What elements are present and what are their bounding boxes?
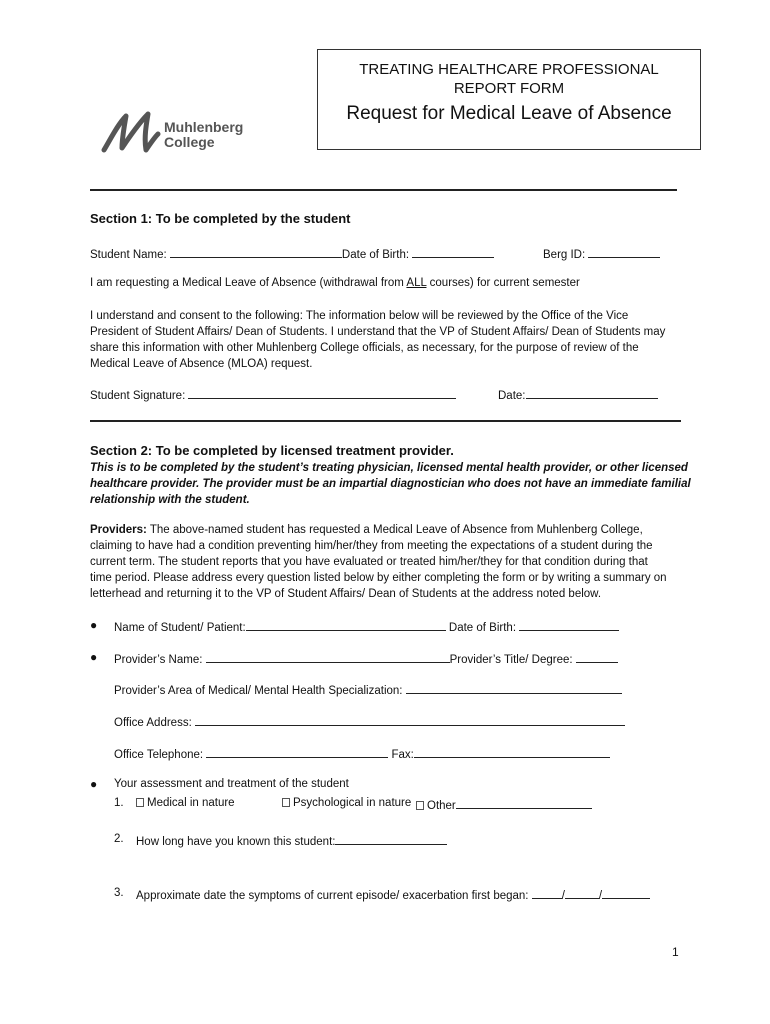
- berg-id-row: [543, 246, 660, 261]
- bullet-icon: ●: [90, 777, 98, 791]
- q1-option-psychological[interactable]: [282, 797, 411, 809]
- office-address-label: Office Address:: [114, 717, 192, 729]
- berg-id-label: Berg ID:: [543, 249, 586, 261]
- date-separator: /: [598, 890, 603, 902]
- checkbox-icon[interactable]: [136, 798, 144, 807]
- request-text-post: courses) for current semester: [426, 277, 580, 289]
- consent-line: share this information with other Muhlenberg College officials, as necessary, for the purpose of review of the: [90, 342, 639, 354]
- form-subtitle: Request for Medical Leave of Absence: [346, 103, 672, 124]
- bullet-icon: ●: [90, 618, 98, 632]
- page-number: 1: [672, 945, 679, 959]
- q1-option-medical[interactable]: [136, 797, 235, 809]
- providers-label: Providers:: [90, 524, 147, 536]
- request-statement: [90, 277, 580, 289]
- instruction-line: relationship with the student.: [90, 494, 250, 506]
- title-box: [317, 49, 701, 150]
- section-divider: [90, 420, 681, 422]
- office-phone-label: Office Telephone:: [114, 749, 204, 761]
- signature-row: [90, 387, 456, 402]
- consent-line: I understand and consent to the following: The information below will be reviewed by the Office of the Vice: [90, 310, 629, 322]
- consent-line: Medical Leave of Absence (MLOA) request.: [90, 358, 313, 370]
- dob-label: Date of Birth:: [341, 249, 410, 261]
- q3-text: Approximate date the symptoms of current episode/ exacerbation first began:: [136, 890, 529, 902]
- signature-date-row: [498, 387, 658, 402]
- q3-year-field[interactable]: [602, 887, 650, 899]
- section2-instructions: [90, 460, 710, 508]
- q3-month-field[interactable]: [532, 887, 562, 899]
- instruction-line: healthcare provider. The provider must be an impartial diagnostician who does not have an immediate familial: [90, 478, 691, 490]
- consent-paragraph: [90, 308, 710, 372]
- logo-text-line2: College: [164, 134, 215, 150]
- providers-line: current term. The student reports that you have evaluated or treated him/her/they for that condition during that: [90, 556, 648, 568]
- specialization-field[interactable]: [406, 682, 622, 694]
- student-name-label: Student Name:: [90, 249, 167, 261]
- office-phone-row: [114, 746, 610, 761]
- form-title-line2: REPORT FORM: [453, 80, 565, 97]
- q3-row: [136, 887, 650, 902]
- patient-name-row: [114, 619, 619, 634]
- office-address-field[interactable]: [195, 714, 625, 726]
- other-field[interactable]: [456, 797, 592, 809]
- q2-num: 2.: [114, 833, 124, 845]
- form-title-line1: TREATING HEALTHCARE PROFESSIONAL: [359, 61, 659, 78]
- logo-text: [164, 120, 243, 150]
- providers-line: The above-named student has requested a Medical Leave of Absence from Muhlenberg College,: [146, 524, 643, 536]
- assessment-label: Your assessment and treatment of the student: [114, 778, 349, 790]
- logo-text-line1: Muhlenberg: [164, 119, 244, 135]
- fax-field[interactable]: [414, 746, 610, 758]
- q1-option-medical-label: Medical in nature: [147, 797, 235, 809]
- student-name-field[interactable]: [170, 246, 342, 258]
- specialization-row: [114, 682, 622, 697]
- section1-title: Section 1: To be completed by the student: [90, 211, 351, 226]
- patient-dob-label: Date of Birth:: [448, 622, 517, 634]
- date-separator: /: [561, 890, 565, 902]
- q2-text: How long have you known this student:: [136, 836, 336, 848]
- request-text-all: ALL: [406, 277, 427, 289]
- provider-name-row: [114, 651, 618, 666]
- q1-num: 1.: [114, 797, 124, 809]
- checkbox-icon[interactable]: [416, 801, 424, 810]
- q1-option-other-label: Other: [427, 800, 456, 812]
- bullet-icon: ●: [90, 650, 98, 664]
- q2-row: [136, 833, 447, 848]
- patient-name-label: Name of Student/ Patient:: [114, 622, 246, 634]
- providers-line: time period. Please address every question listed below by either completing the form or by writing a summary on: [90, 572, 667, 584]
- signature-field[interactable]: [188, 387, 456, 399]
- office-phone-field[interactable]: [206, 746, 388, 758]
- q1-option-psychological-label: Psychological in nature: [293, 797, 412, 809]
- providers-line: letterhead and returning it to the VP of Student Affairs/ Dean of Students at the address noted below.: [90, 588, 602, 600]
- patient-dob-field[interactable]: [519, 619, 619, 631]
- signature-date-field[interactable]: [526, 387, 658, 399]
- q1-option-other[interactable]: [416, 797, 592, 812]
- patient-name-field[interactable]: [246, 619, 446, 631]
- signature-date-label: Date:: [498, 390, 526, 402]
- specialization-label: Provider’s Area of Medical/ Mental Health Specialization:: [114, 685, 403, 697]
- dob-field[interactable]: [412, 246, 494, 258]
- header-divider: [90, 189, 677, 191]
- provider-name-field[interactable]: [206, 651, 450, 663]
- q2-field[interactable]: [335, 833, 447, 845]
- berg-id-field[interactable]: [588, 246, 660, 258]
- provider-title-field[interactable]: [576, 651, 618, 663]
- q3-num: 3.: [114, 887, 124, 899]
- signature-label: Student Signature:: [90, 390, 186, 402]
- section2-title: Section 2: To be completed by licensed treatment provider.: [90, 443, 454, 458]
- instruction-line: This is to be completed by the student’s treating physician, licensed mental health provider, or other licensed: [90, 462, 688, 474]
- request-text-pre: I am requesting a Medical Leave of Absence (withdrawal from: [90, 277, 407, 289]
- consent-line: President of Student Affairs/ Dean of Students. I understand that the VP of Student Affairs/ Dean of Students may: [90, 326, 666, 338]
- provider-name-label: Provider’s Name:: [114, 654, 203, 666]
- providers-paragraph: [90, 522, 710, 602]
- q3-day-field[interactable]: [565, 887, 599, 899]
- checkbox-icon[interactable]: [282, 798, 290, 807]
- office-address-row: [114, 714, 625, 729]
- providers-line: claiming to have had a condition preventing him/her/they from meeting the expectations of a student during the: [90, 540, 653, 552]
- fax-label: Fax:: [391, 749, 414, 761]
- provider-title-label: Provider’s Title/ Degree:: [449, 654, 573, 666]
